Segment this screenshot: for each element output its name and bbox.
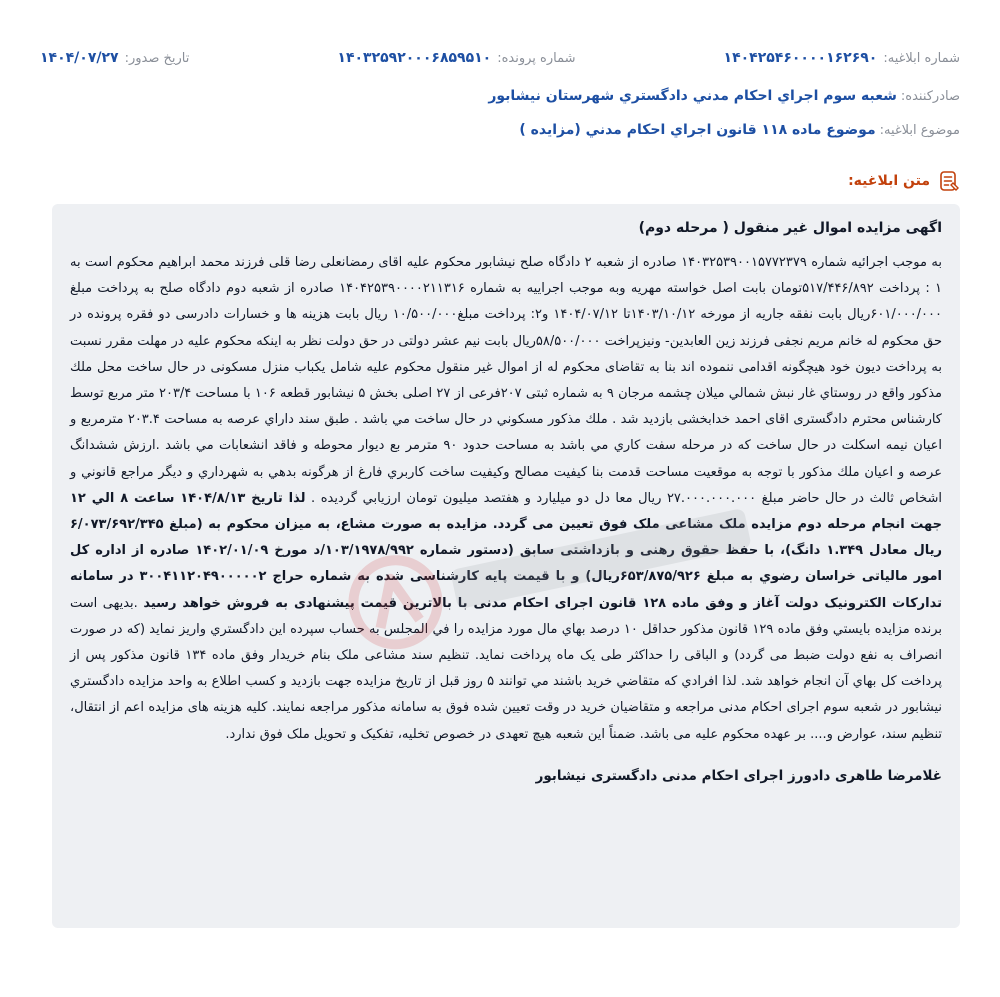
notice-paragraph-1: به موجب اجرائیه شماره ۱۴۰۳۲۵۳۹۰۰۱۵۷۷۲۳۷۹ صادره از شعبه ۲ دادگاه صلح نیشابور محکوم علیه اقای رمضانعلی رضا قلی فرزند محمد ابراهیم محکوم است به ۱ : پرداخت ۵۱۷/۴۴۶/۸۹۲تومان بابت اصل خواسته مهریه وبه موجب اجراییه به شماره ۱۴۰۴۲۵۳۹۰۰۰۰۲۱۱۳۱۶ صادره از شعبه دوم دادگاه صلح به پرداخت مبلغ ۶۰۱/۰۰۰/۰۰۰ریال بابت نفقه جاریه از مورخه ۱۴۰۳/۱۰/۱۲تا ۱۴۰۴/۰۷/۱۲ و۲: پرداخت مبلغ۱۰/۵۰۰/۰۰۰ ریال بابت هزینه ها و خسارات دادرسی دو فقره پرونده در حق محکوم له خانم مریم نجفی فرزند زین العابدین- ونیزپراخت ۵۸/۵۰۰/۰۰۰ریال بابت نیم عشر دولتی در حق دولت نظر به اینکه محکوم علیه در مهلت مقرر نسبت به پرداخت دیون خود هیچگونه اقدامی ننموده اند بنا به تقاضای محکوم له از اموال غیر منقول محکوم علیه شامل یکباب منزل مسکونی در حال ساخت محل ملك مذكور واقع در روستاي غار نبش شمالي ميلان چشمه مرجان ۹ به شماره ثبتی ۲۰۷فرعی از ۲۷ اصلی بخش ۵ نیشابور قطعه ۱۰۶ با مساحت ۲۰۳/۴ متر مربع توسط کارشناس محترم دادگستری اقای احمد خدابخشی بازدید شد . ملك مذكور مسكوني در حال ساخت مي باشد . طبق سند داراي عرصه به مساحت ۲۰۳.۴ مترمربع و اعيان نيمه اسكلت در حال ساخت كه در مرحله سفت كاري مي باشد به مساحت حدود ۹۰ مترمر بع ديوار محوطه و فاقد انشعابات مي باشد .ارزش ششدانگ عرصه و اعيان ملك مذكور با توجه به موقعيت مساحت قدمت بنا كيفيت مصالح وكيفيت ساخت كاربري فارغ از هرگونه بدهي به شهرداري و ديگر مراجع قانوني و اشخاص ثالث در حال حاضر مبلغ ۲۷.۰۰۰.۰۰۰.۰۰۰ ريال معا دل دو ميليارد و هفتصد ميليون تومان ارزيابي گرديده . [70, 255, 943, 506]
notice-number-field [724, 50, 960, 66]
notice-paragraph-2: .بدیهی است برنده مزایده بایستي وفق ماده ۱۲۹ قانون مذكور حداقل ۱۰ درصد بهاي مال مورد مزايده را في المجلس به حساب سپرده اين دادگستري واريز نمايد (كه در صورت انصراف به نفع دولت ضبط می گردد) و الباقی را حداكثر طی یک ماه پرداخت نماید. تنظیم سند مشاعی ملک بنام خریدار وفق ماده ۱۳۴ قانون مذکور پس از پرداخت کل بهاي آن انجام خواهد شد. لذا افرادي كه متقاضي خريد باشند مي توانند ۵ روز قبل از تاريخ مزايده جهت بازديد و كسب اطلاع به واحد مزايده دادگستري نيشابور در شعبه سوم اجرای احکام مدنی مراجعه و متقاضيان خريد در وقت تعيين شده فوق به سامانه مذكور مراجعه نمايند. کلیه هزینه های مزایده اعم از انتقال، تنظیم سند، عوارض و.... بر عهده محکوم علیه می باشد. ضمناً این شعبه هیچ تعهدی در خصوص تخلیه، تفکیک و تحویل ملک فوق ندارد. [70, 595, 942, 742]
case-number-label: شماره پرونده: [497, 50, 576, 66]
body-heading-label: متن ابلاغیه: [848, 173, 930, 189]
subject-value: موضوع ماده ۱۱۸ قانون اجراي احكام مدني (مزايده ) [519, 122, 876, 138]
issue-date-value: ۱۴۰۴/۰۷/۲۷ [40, 50, 119, 66]
case-number-value: ۱۴۰۳۲۵۹۲۰۰۰۶۸۵۹۵۱۰ [337, 50, 492, 66]
case-number-field [337, 50, 575, 66]
notice-auction-terms: لذا تاریخ ۱۴۰۴/۸/۱۳ ساعت ۸ الي ۱۲ جهت انجام مرحله دوم مزایده ملک مشاعی ملک فوق تعیین می گردد. مزایده به صورت مشاع، به میزان محکوم به (مبلغ ۶/۰۷۳/۶۹۲/۳۴۵ ریال معادل ۱.۳۴۹ دانگ)، با حفظ حقوق رهنی و بازداشتی سابق (دستور شماره ۱۰۳/۱۹۷۸/۹۹۲/د مورخ ۱۴۰۲/۰۱/۰۹ صادره از اداره کل امور مالیاتی خراسان رضوي به مبلغ ۶۵۳/۸۷۵/۹۲۶ریال) و با قیمت پایه کارشناسی شده به شماره حراج ۳۰۰۴۱۱۲۰۴۹۰۰۰۰۰۲ در سامانه تدارکات الکترونیک دولت آغاز و وفق ماده ۱۲۸ قانون اجرای احکام مدنی با بالاترین قیمت پیشنهادی به فروش خواهد رسید [70, 490, 942, 611]
notice-number-value: ۱۴۰۴۲۵۴۶۰۰۰۰۱۶۲۶۹۰ [723, 50, 878, 66]
issuer-label: صادرکننده: [900, 88, 960, 104]
notice-signature: غلامرضا طاهری دادورز اجرای احکام مدنی دادگستری نیشابور [535, 767, 942, 784]
subject-row [40, 118, 960, 142]
subject-label: موضوع ابلاغیه: [879, 122, 960, 138]
document-icon [938, 170, 960, 192]
issue-date-label: تاریخ صدور: [124, 50, 190, 66]
notice-panel [52, 204, 960, 928]
issuer-row [40, 84, 960, 108]
notice-title: اگهی مزایده اموال غیر منقول ( مرحله دوم) [638, 220, 942, 236]
issue-date-field [40, 50, 189, 66]
issuer-value: شعبه سوم اجراي احكام مدني دادگستري شهرستان نيشابور [488, 88, 897, 104]
notice-number-label: شماره ابلاغیه: [883, 50, 960, 66]
meta-row [40, 46, 960, 70]
body-heading [848, 170, 960, 192]
notice-body [70, 250, 942, 748]
